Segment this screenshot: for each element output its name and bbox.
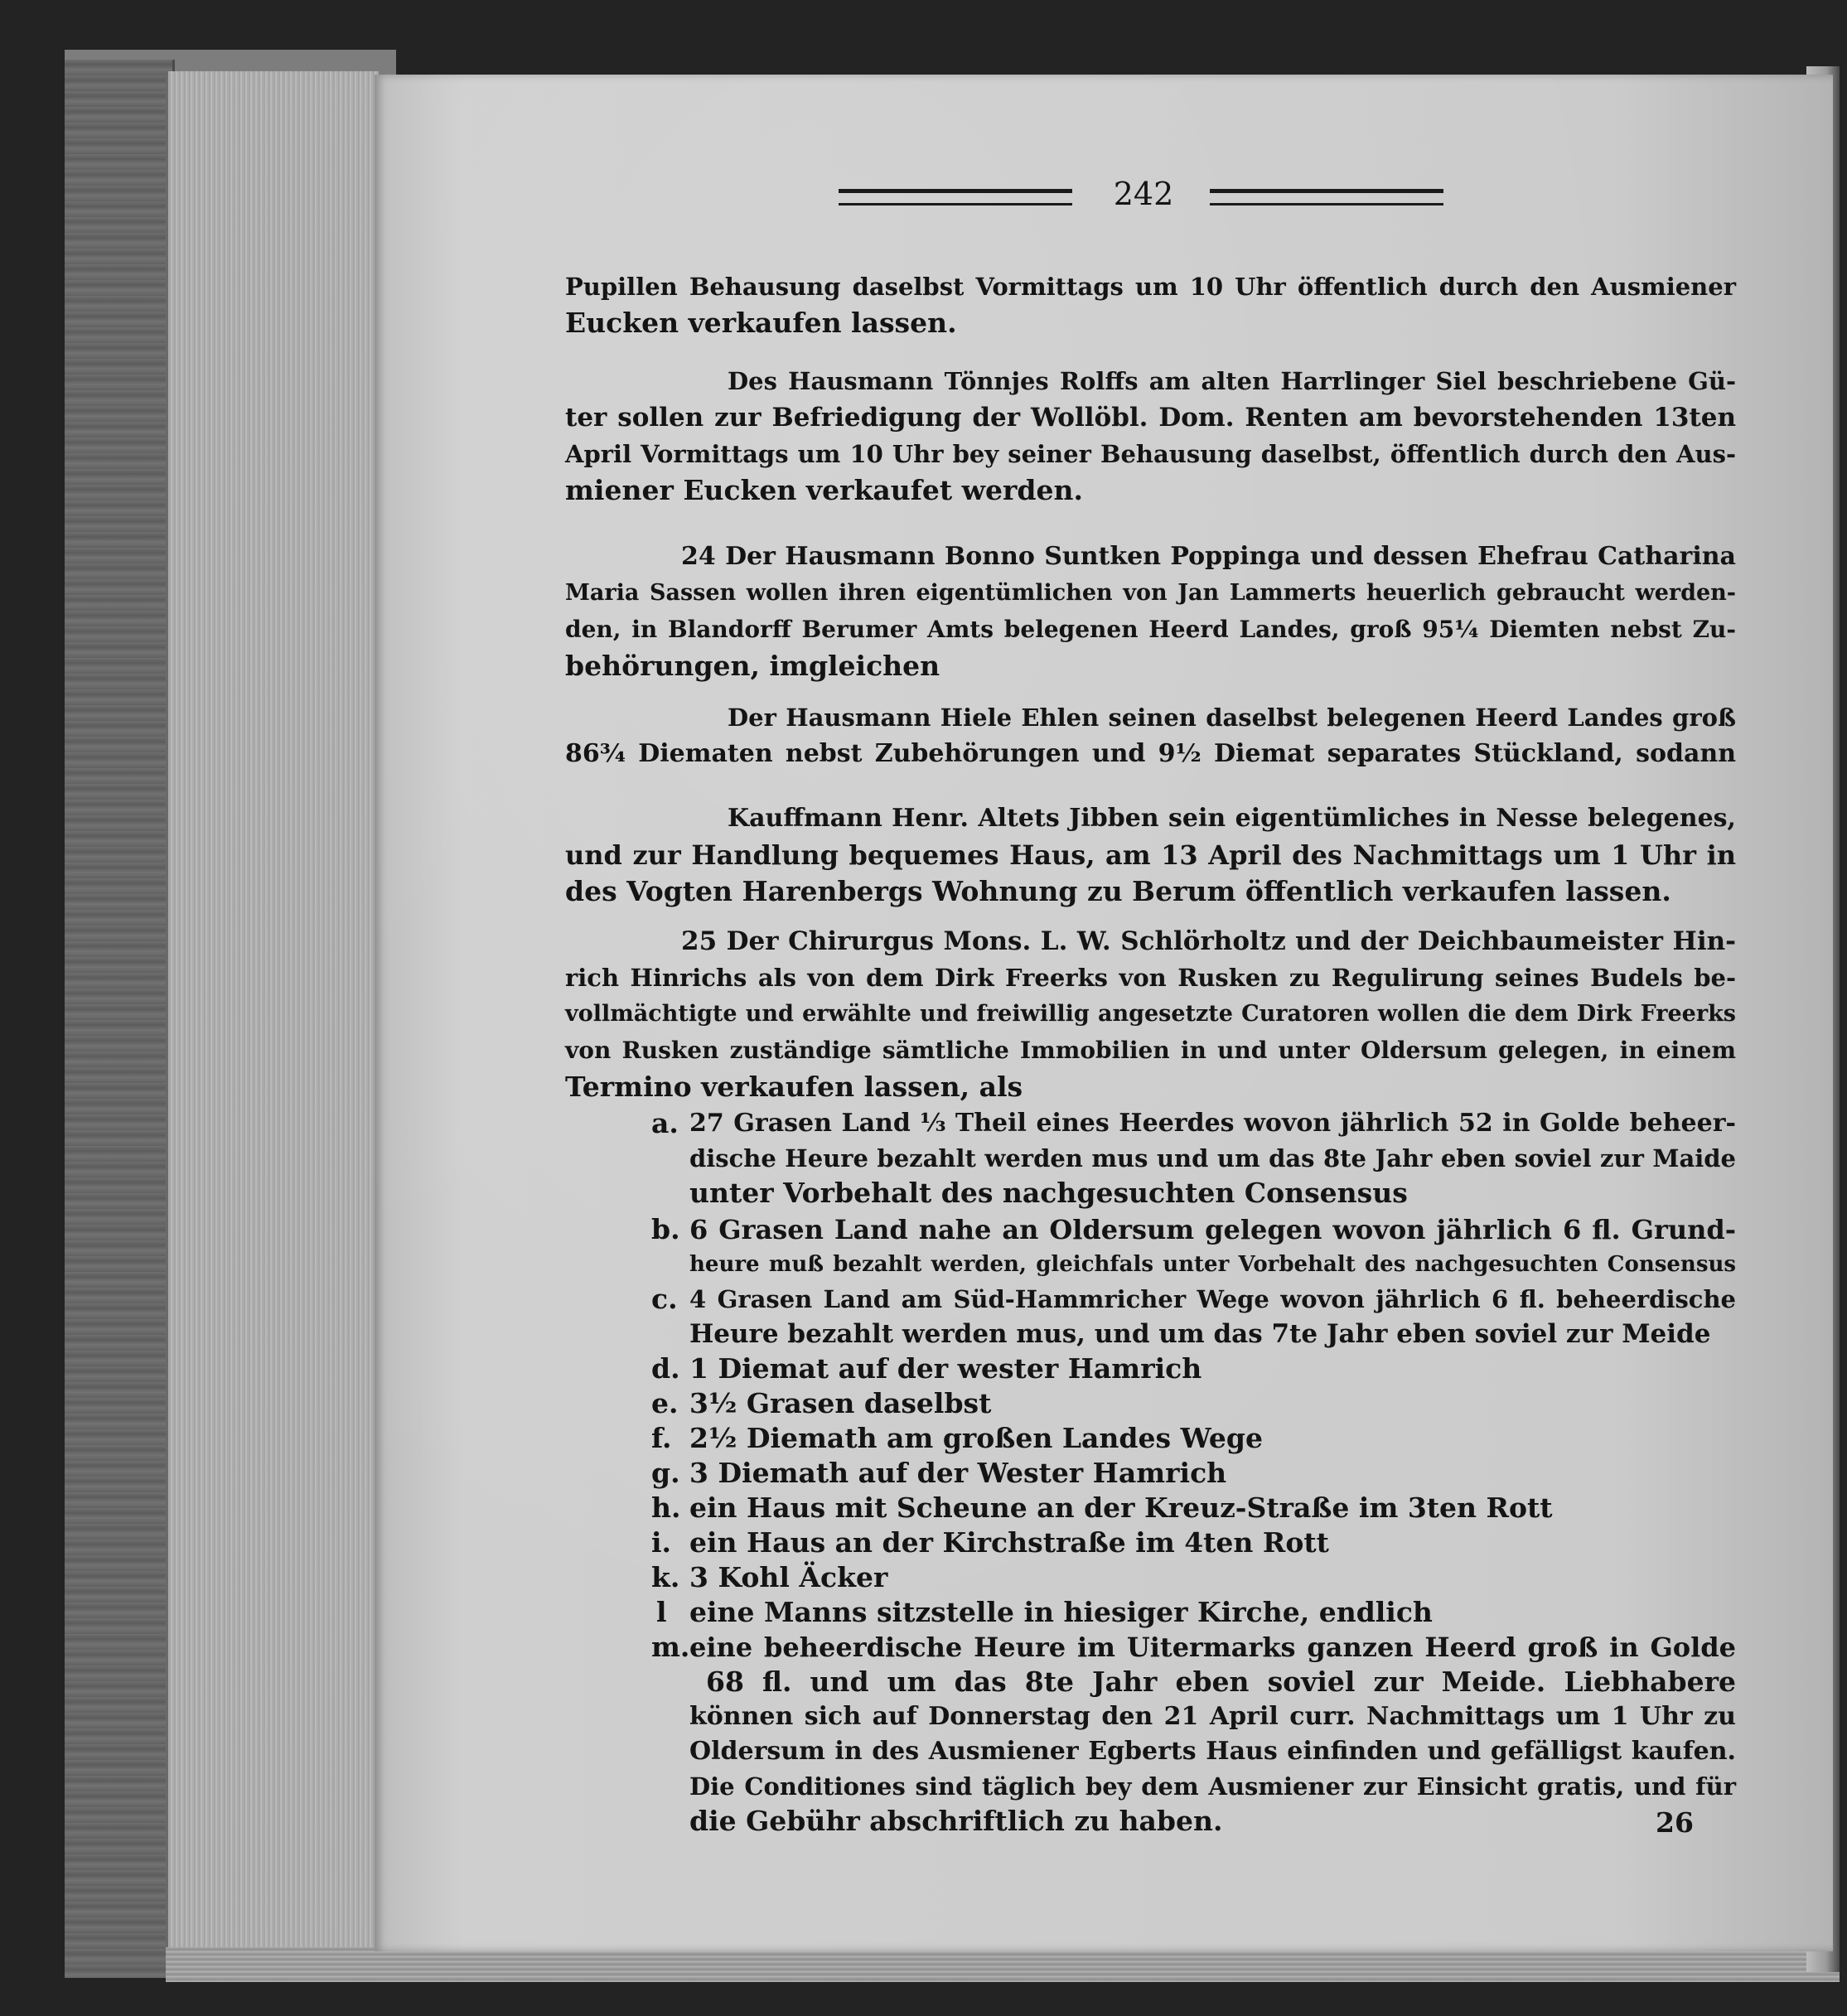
text-line: des Vogten Harenbergs Wohnung zu Berum öffentlich verkaufen lassen. <box>565 875 1671 907</box>
text-line: Eucken verkaufen lassen. <box>565 307 957 339</box>
item-text: unter Vorbehalt des nachgesuchten Consensus <box>689 1177 1408 1209</box>
item-marker: e. <box>651 1387 679 1419</box>
item-text: 1 Diemat auf der wester Hamrich <box>689 1352 1202 1385</box>
text-line: rich Hinrichs als von dem Dirk Freerks von Rusken zu Regulirung seines Budels be- <box>565 964 1736 992</box>
item-text: ein Haus mit Scheune an der Kreuz-Straße im 3ten Rott <box>689 1491 1553 1524</box>
text-line: 24 Der Hausmann Bonno Suntken Poppinga und dessen Ehefrau Catharina <box>681 542 1736 571</box>
header-rule-right <box>1210 189 1443 205</box>
text-line: 86¾ Diematen nebst Zubehörungen und 9½ Diemat separates Stückland, sodann <box>565 739 1736 768</box>
text-line: behörungen, imgleichen <box>565 650 940 682</box>
text-line: den, in Blandorff Berumer Amts belegenen Heerd Landes, groß 95¼ Diemten nebst Zu- <box>565 616 1736 643</box>
text-line: von Rusken zuständige sämtliche Immobilien in und unter Oldersum gelegen, in einem <box>565 1037 1736 1064</box>
item-marker: a. <box>651 1107 679 1139</box>
book-cover <box>65 60 175 1978</box>
page-edges <box>166 71 379 1969</box>
item-text: 3½ Grasen daselbst <box>689 1387 992 1419</box>
item-text: Oldersum in des Ausmiener Egberts Haus einfinden und gefälligst kaufen. <box>689 1737 1736 1766</box>
item-marker: m. <box>651 1631 690 1663</box>
item-text: Die Conditiones sind täglich bey dem Ausmiener zur Einsicht gratis, und für <box>689 1772 1736 1801</box>
item-text: die Gebühr abschriftlich zu haben. <box>689 1805 1223 1837</box>
item-marker: i. <box>651 1526 672 1559</box>
item-marker: h. <box>651 1491 681 1524</box>
text-line: und zur Handlung bequemes Haus, am 13 April des Nachmittags um 1 Uhr in <box>565 839 1736 871</box>
item-text: 27 Grasen Land ⅓ Theil eines Heerdes wovon jährlich 52 in Golde beheer- <box>689 1109 1736 1138</box>
item-text: 3 Kohl Äcker <box>689 1561 888 1593</box>
item-marker: k. <box>651 1561 680 1593</box>
item-text: heure muß bezahlt werden, gleichfals unter Vorbehalt des nachgesuchten Consensus <box>689 1252 1736 1277</box>
text-line: Des Hausmann Tönnjes Rolffs am alten Harrlinger Siel beschriebene Gü- <box>728 367 1736 395</box>
text-line: vollmächtigte und erwählte und freiwillig angesetzte Curatoren wollen die dem Dirk Freerks <box>565 1001 1736 1027</box>
text-line: 25 Der Chirurgus Mons. L. W. Schlörholtz und der Deichbaumeister Hin- <box>681 926 1736 956</box>
item-text: Heure bezahlt werden mus, und um das 7te Jahr eben soviel zur Meide <box>689 1319 1711 1349</box>
text-line: Maria Sassen wollen ihren eigentümlichen von Jan Lammerts heuerlich gebraucht werden- <box>565 580 1736 606</box>
item-marker: f. <box>651 1422 672 1454</box>
item-text: 2½ Diemath am großen Landes Wege <box>689 1422 1264 1454</box>
item-marker: c. <box>651 1283 678 1315</box>
item-text: dische Heure bezahlt werden mus und um das 8te Jahr eben soviel zur Maide <box>689 1144 1736 1172</box>
item-marker: b. <box>651 1213 680 1245</box>
header-rule-left <box>839 189 1072 205</box>
text-line: Pupillen Behausung daselbst Vormittags um 10 Uhr öffentlich durch den Ausmiener <box>565 273 1736 301</box>
text-line: miener Eucken verkaufet werden. <box>565 474 1083 506</box>
page-number: 242 <box>1113 176 1174 212</box>
text-line: Termino verkaufen lassen, als <box>565 1071 1023 1103</box>
item-text: 4 Grasen Land am Süd-Hammricher Wege wovon jährlich 6 fl. beheerdische <box>689 1285 1736 1313</box>
text-line: April Vormittags um 10 Uhr bey seiner Behausung daselbst, öffentlich durch den Aus- <box>565 440 1736 468</box>
item-text: eine Manns sitzstelle in hiesiger Kirche, endlich <box>689 1596 1433 1628</box>
item-text: können sich auf Donnerstag den 21 April curr. Nachmittags um 1 Uhr zu <box>689 1702 1736 1731</box>
item-text: ein Haus an der Kirchstraße im 4ten Rott <box>689 1526 1329 1559</box>
text-line: Der Hausmann Hiele Ehlen seinen daselbst belegenen Heerd Landes groß <box>728 703 1736 732</box>
page-edges-bottom <box>166 1947 1840 1982</box>
item-text: 3 Diemath auf der Wester Hamrich <box>689 1457 1227 1489</box>
catchword: 26 <box>1656 1806 1694 1839</box>
item-text: 68 fl. und um das 8te Jahr eben soviel zur Meide. Liebhabere <box>706 1665 1736 1698</box>
item-text: 6 Grasen Land nahe an Oldersum gelegen wovon jährlich 6 fl. Grund- <box>689 1214 1736 1245</box>
item-marker: d. <box>651 1352 680 1385</box>
item-marker: g. <box>651 1457 680 1489</box>
item-text: eine beheerdische Heure im Uitermarks ganzen Heerd groß in Golde <box>689 1632 1736 1663</box>
text-line: Kauffmann Henr. Altets Jibben sein eigentümliches in Nesse belegenes, <box>728 804 1736 833</box>
item-marker: l <box>656 1596 667 1628</box>
text-line: ter sollen zur Befriedigung der Wollöbl. Dom. Renten am bevorstehenden 13ten <box>565 403 1736 433</box>
